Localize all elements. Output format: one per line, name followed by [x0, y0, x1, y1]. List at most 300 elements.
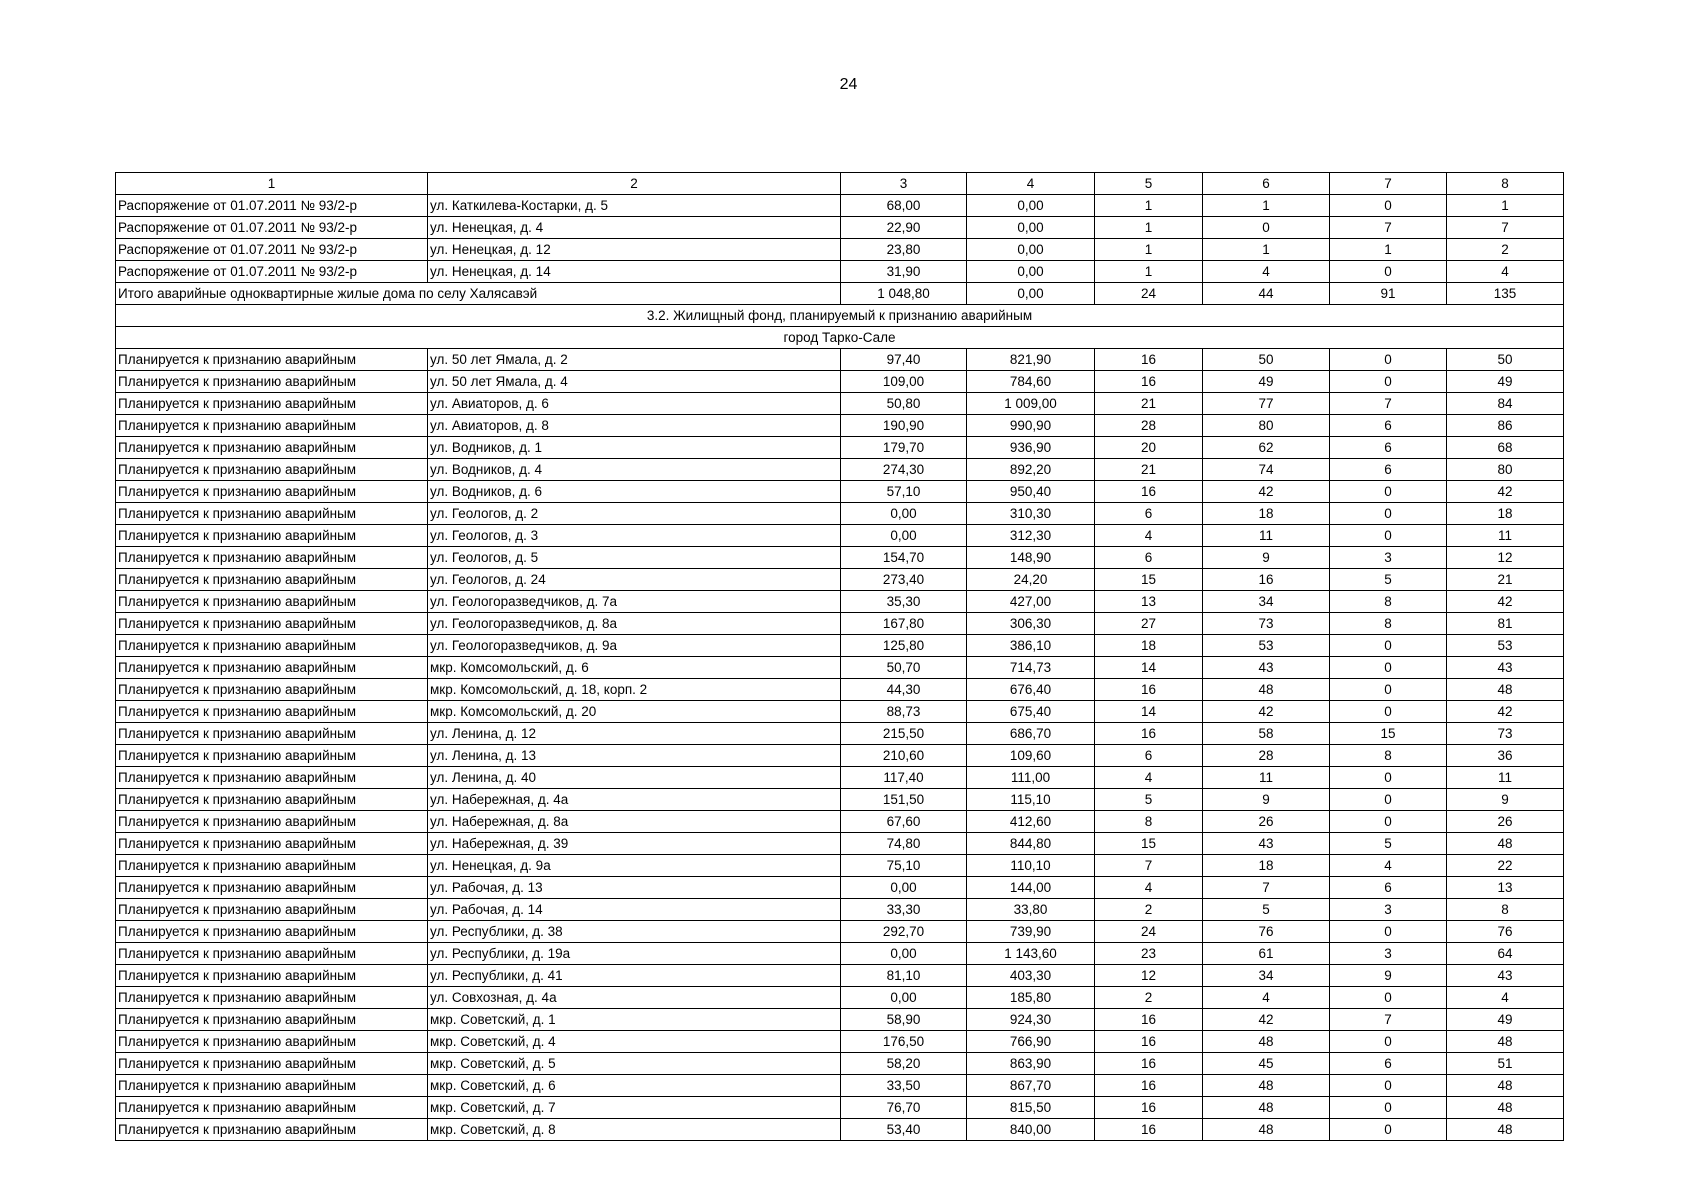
- value-col8-cell: 48: [1447, 1075, 1564, 1097]
- value-col7-cell: 0: [1330, 921, 1447, 943]
- address-cell: ул. Совхозная, д. 4а: [428, 987, 841, 1009]
- value-col5-cell: 16: [1095, 371, 1203, 393]
- value-col7-cell: 0: [1330, 1075, 1447, 1097]
- value-col8-cell: 48: [1447, 1097, 1564, 1119]
- value-col3-cell: 44,30: [841, 679, 967, 701]
- value-col3-cell: 57,10: [841, 481, 967, 503]
- address-cell: ул. Ленина, д. 12: [428, 723, 841, 745]
- table-row: [116, 921, 1564, 943]
- table-row: [116, 1031, 1564, 1053]
- value-col4-cell: 306,30: [967, 613, 1095, 635]
- address-cell: ул. Рабочая, д. 13: [428, 877, 841, 899]
- value-col5-cell: 14: [1095, 657, 1203, 679]
- value-col3-cell: 75,10: [841, 855, 967, 877]
- basis-cell: Планируется к признанию аварийным: [116, 811, 428, 833]
- value-col8-cell: 68: [1447, 437, 1564, 459]
- value-col6-cell: 9: [1203, 789, 1330, 811]
- basis-cell: Планируется к признанию аварийным: [116, 701, 428, 723]
- value-col3-cell: 154,70: [841, 547, 967, 569]
- basis-cell: Планируется к признанию аварийным: [116, 393, 428, 415]
- address-cell: ул. Набережная, д. 39: [428, 833, 841, 855]
- table-row: [116, 217, 1564, 239]
- basis-cell: Планируется к признанию аварийным: [116, 1009, 428, 1031]
- value-col7-cell: 6: [1330, 877, 1447, 899]
- table-body: [116, 195, 1564, 1141]
- value-col6-cell: 18: [1203, 855, 1330, 877]
- address-cell: ул. Геологов, д. 2: [428, 503, 841, 525]
- table-row: [116, 657, 1564, 679]
- value-col4-cell: 115,10: [967, 789, 1095, 811]
- basis-cell: Планируется к признанию аварийным: [116, 371, 428, 393]
- table-row: [116, 987, 1564, 1009]
- value-col5-cell: 1: [1095, 195, 1203, 217]
- table-row: [116, 437, 1564, 459]
- basis-cell: Распоряжение от 01.07.2011 № 93/2-р: [116, 261, 428, 283]
- value-col4-cell: 892,20: [967, 459, 1095, 481]
- value-col4-cell: 844,80: [967, 833, 1095, 855]
- table-row: [116, 525, 1564, 547]
- address-cell: ул. Геологов, д. 24: [428, 569, 841, 591]
- value-col7-cell: 0: [1330, 635, 1447, 657]
- basis-cell: Распоряжение от 01.07.2011 № 93/2-р: [116, 195, 428, 217]
- value-col7-cell: 3: [1330, 943, 1447, 965]
- value-col8-cell: 18: [1447, 503, 1564, 525]
- total-value: 24: [1095, 283, 1203, 305]
- value-col5-cell: 16: [1095, 1119, 1203, 1141]
- value-col6-cell: 9: [1203, 547, 1330, 569]
- value-col8-cell: 50: [1447, 349, 1564, 371]
- value-col8-cell: 13: [1447, 877, 1564, 899]
- basis-cell: Планируется к признанию аварийным: [116, 503, 428, 525]
- value-col4-cell: 0,00: [967, 217, 1095, 239]
- basis-cell: Планируется к признанию аварийным: [116, 437, 428, 459]
- value-col8-cell: 42: [1447, 481, 1564, 503]
- value-col7-cell: 8: [1330, 745, 1447, 767]
- basis-cell: Планируется к признанию аварийным: [116, 1119, 428, 1141]
- value-col4-cell: 412,60: [967, 811, 1095, 833]
- value-col6-cell: 43: [1203, 657, 1330, 679]
- value-col8-cell: 73: [1447, 723, 1564, 745]
- value-col5-cell: 6: [1095, 745, 1203, 767]
- table-row: [116, 613, 1564, 635]
- basis-cell: Планируется к признанию аварийным: [116, 525, 428, 547]
- value-col3-cell: 190,90: [841, 415, 967, 437]
- value-col4-cell: 936,90: [967, 437, 1095, 459]
- column-header: 2: [428, 173, 841, 195]
- value-col8-cell: 43: [1447, 657, 1564, 679]
- value-col5-cell: 27: [1095, 613, 1203, 635]
- value-col8-cell: 7: [1447, 217, 1564, 239]
- value-col8-cell: 22: [1447, 855, 1564, 877]
- address-cell: ул. Рабочая, д. 14: [428, 899, 841, 921]
- table-row: [116, 1075, 1564, 1097]
- value-col3-cell: 31,90: [841, 261, 967, 283]
- table-row: [116, 371, 1564, 393]
- value-col4-cell: 815,50: [967, 1097, 1095, 1119]
- value-col3-cell: 22,90: [841, 217, 967, 239]
- value-col4-cell: 24,20: [967, 569, 1095, 591]
- basis-cell: Планируется к признанию аварийным: [116, 745, 428, 767]
- value-col3-cell: 53,40: [841, 1119, 967, 1141]
- table-row: [116, 547, 1564, 569]
- address-cell: ул. 50 лет Ямала, д. 4: [428, 371, 841, 393]
- basis-cell: Планируется к признанию аварийным: [116, 921, 428, 943]
- value-col3-cell: 117,40: [841, 767, 967, 789]
- address-cell: мкр. Комсомольский, д. 6: [428, 657, 841, 679]
- address-cell: ул. Каткилева-Костарки, д. 5: [428, 195, 841, 217]
- table-row: [116, 635, 1564, 657]
- value-col7-cell: 0: [1330, 349, 1447, 371]
- basis-cell: Планируется к признанию аварийным: [116, 1097, 428, 1119]
- value-col8-cell: 11: [1447, 525, 1564, 547]
- basis-cell: Планируется к признанию аварийным: [116, 481, 428, 503]
- value-col4-cell: 33,80: [967, 899, 1095, 921]
- value-col7-cell: 0: [1330, 767, 1447, 789]
- value-col7-cell: 6: [1330, 437, 1447, 459]
- address-cell: ул. Республики, д. 38: [428, 921, 841, 943]
- value-col8-cell: 42: [1447, 591, 1564, 613]
- value-col6-cell: 48: [1203, 1097, 1330, 1119]
- value-col6-cell: 43: [1203, 833, 1330, 855]
- address-cell: ул. Водников, д. 6: [428, 481, 841, 503]
- address-cell: ул. Набережная, д. 4а: [428, 789, 841, 811]
- total-value: 91: [1330, 283, 1447, 305]
- address-cell: ул. Геологоразведчиков, д. 8а: [428, 613, 841, 635]
- value-col5-cell: 21: [1095, 459, 1203, 481]
- value-col4-cell: 950,40: [967, 481, 1095, 503]
- address-cell: ул. Ненецкая, д. 14: [428, 261, 841, 283]
- value-col6-cell: 61: [1203, 943, 1330, 965]
- value-col7-cell: 7: [1330, 217, 1447, 239]
- value-col3-cell: 210,60: [841, 745, 967, 767]
- value-col4-cell: 0,00: [967, 195, 1095, 217]
- table-row: [116, 503, 1564, 525]
- table-row: [116, 855, 1564, 877]
- value-col6-cell: 16: [1203, 569, 1330, 591]
- value-col4-cell: 1 009,00: [967, 393, 1095, 415]
- value-col7-cell: 0: [1330, 1097, 1447, 1119]
- table-row: [116, 393, 1564, 415]
- basis-cell: Распоряжение от 01.07.2011 № 93/2-р: [116, 217, 428, 239]
- basis-cell: Планируется к признанию аварийным: [116, 899, 428, 921]
- value-col6-cell: 48: [1203, 1075, 1330, 1097]
- value-col8-cell: 26: [1447, 811, 1564, 833]
- value-col4-cell: 714,73: [967, 657, 1095, 679]
- value-col7-cell: 0: [1330, 987, 1447, 1009]
- section-heading-row: [116, 327, 1564, 349]
- value-col4-cell: 675,40: [967, 701, 1095, 723]
- value-col8-cell: 48: [1447, 1031, 1564, 1053]
- value-col5-cell: 6: [1095, 503, 1203, 525]
- table-row: [116, 899, 1564, 921]
- value-col6-cell: 74: [1203, 459, 1330, 481]
- basis-cell: Распоряжение от 01.07.2011 № 93/2-р: [116, 239, 428, 261]
- value-col3-cell: 179,70: [841, 437, 967, 459]
- value-col3-cell: 81,10: [841, 965, 967, 987]
- table-row: [116, 195, 1564, 217]
- column-header: 6: [1203, 173, 1330, 195]
- table-row: [116, 943, 1564, 965]
- value-col4-cell: 990,90: [967, 415, 1095, 437]
- value-col7-cell: 0: [1330, 789, 1447, 811]
- value-col4-cell: 427,00: [967, 591, 1095, 613]
- address-cell: мкр. Советский, д. 7: [428, 1097, 841, 1119]
- value-col7-cell: 0: [1330, 1031, 1447, 1053]
- value-col5-cell: 20: [1095, 437, 1203, 459]
- value-col4-cell: 924,30: [967, 1009, 1095, 1031]
- value-col3-cell: 292,70: [841, 921, 967, 943]
- address-cell: ул. Геологоразведчиков, д. 9а: [428, 635, 841, 657]
- value-col8-cell: 48: [1447, 833, 1564, 855]
- value-col7-cell: 4: [1330, 855, 1447, 877]
- value-col6-cell: 4: [1203, 261, 1330, 283]
- value-col7-cell: 6: [1330, 1053, 1447, 1075]
- basis-cell: Планируется к признанию аварийным: [116, 965, 428, 987]
- value-col6-cell: 42: [1203, 1009, 1330, 1031]
- table-row: [116, 965, 1564, 987]
- value-col8-cell: 36: [1447, 745, 1564, 767]
- value-col3-cell: 50,70: [841, 657, 967, 679]
- value-col6-cell: 4: [1203, 987, 1330, 1009]
- value-col3-cell: 151,50: [841, 789, 967, 811]
- value-col3-cell: 58,90: [841, 1009, 967, 1031]
- value-col5-cell: 15: [1095, 569, 1203, 591]
- section-heading-row: [116, 305, 1564, 327]
- value-col5-cell: 16: [1095, 481, 1203, 503]
- value-col3-cell: 88,73: [841, 701, 967, 723]
- value-col6-cell: 11: [1203, 767, 1330, 789]
- value-col7-cell: 8: [1330, 613, 1447, 635]
- value-col3-cell: 215,50: [841, 723, 967, 745]
- table-row: [116, 459, 1564, 481]
- address-cell: ул. Ненецкая, д. 4: [428, 217, 841, 239]
- value-col6-cell: 48: [1203, 1031, 1330, 1053]
- value-col6-cell: 7: [1203, 877, 1330, 899]
- table-row: [116, 415, 1564, 437]
- address-cell: ул. Геологов, д. 3: [428, 525, 841, 547]
- value-col5-cell: 23: [1095, 943, 1203, 965]
- value-col7-cell: 3: [1330, 899, 1447, 921]
- value-col8-cell: 9: [1447, 789, 1564, 811]
- value-col3-cell: 50,80: [841, 393, 967, 415]
- basis-cell: Планируется к признанию аварийным: [116, 833, 428, 855]
- total-value: 0,00: [967, 283, 1095, 305]
- value-col6-cell: 34: [1203, 591, 1330, 613]
- basis-cell: Планируется к признанию аварийным: [116, 613, 428, 635]
- value-col8-cell: 8: [1447, 899, 1564, 921]
- basis-cell: Планируется к признанию аварийным: [116, 987, 428, 1009]
- table-row: [116, 833, 1564, 855]
- value-col3-cell: 33,50: [841, 1075, 967, 1097]
- value-col7-cell: 5: [1330, 833, 1447, 855]
- value-col5-cell: 4: [1095, 767, 1203, 789]
- value-col6-cell: 5: [1203, 899, 1330, 921]
- address-cell: ул. Водников, д. 4: [428, 459, 841, 481]
- table-row: [116, 1119, 1564, 1141]
- value-col5-cell: 12: [1095, 965, 1203, 987]
- value-col6-cell: 53: [1203, 635, 1330, 657]
- basis-cell: Планируется к признанию аварийным: [116, 569, 428, 591]
- value-col8-cell: 64: [1447, 943, 1564, 965]
- value-col4-cell: 185,80: [967, 987, 1095, 1009]
- value-col5-cell: 5: [1095, 789, 1203, 811]
- address-cell: ул. Авиаторов, д. 8: [428, 415, 841, 437]
- table-row: [116, 701, 1564, 723]
- value-col8-cell: 2: [1447, 239, 1564, 261]
- page-number: 24: [839, 76, 858, 93]
- basis-cell: Планируется к признанию аварийным: [116, 789, 428, 811]
- value-col6-cell: 11: [1203, 525, 1330, 547]
- value-col5-cell: 4: [1095, 525, 1203, 547]
- section-heading: 3.2. Жилищный фонд, планируемый к признанию аварийным: [116, 305, 1564, 327]
- value-col8-cell: 86: [1447, 415, 1564, 437]
- value-col7-cell: 0: [1330, 679, 1447, 701]
- value-col7-cell: 0: [1330, 811, 1447, 833]
- address-cell: ул. Ненецкая, д. 12: [428, 239, 841, 261]
- value-col7-cell: 0: [1330, 481, 1447, 503]
- table-row: [116, 679, 1564, 701]
- value-col5-cell: 16: [1095, 1031, 1203, 1053]
- value-col6-cell: 0: [1203, 217, 1330, 239]
- basis-cell: Планируется к признанию аварийным: [116, 1075, 428, 1097]
- value-col7-cell: 15: [1330, 723, 1447, 745]
- column-header: 8: [1447, 173, 1564, 195]
- address-cell: ул. Авиаторов, д. 6: [428, 393, 841, 415]
- table-row: [116, 811, 1564, 833]
- value-col5-cell: 4: [1095, 877, 1203, 899]
- value-col7-cell: 0: [1330, 503, 1447, 525]
- value-col4-cell: 739,90: [967, 921, 1095, 943]
- value-col4-cell: 386,10: [967, 635, 1095, 657]
- value-col6-cell: 26: [1203, 811, 1330, 833]
- value-col5-cell: 16: [1095, 349, 1203, 371]
- value-col8-cell: 48: [1447, 679, 1564, 701]
- table-row: [116, 745, 1564, 767]
- value-col7-cell: 0: [1330, 1119, 1447, 1141]
- value-col7-cell: 9: [1330, 965, 1447, 987]
- value-col7-cell: 8: [1330, 591, 1447, 613]
- table-row: [116, 723, 1564, 745]
- value-col7-cell: 7: [1330, 393, 1447, 415]
- table-row: [116, 1009, 1564, 1031]
- value-col5-cell: 2: [1095, 987, 1203, 1009]
- basis-cell: Планируется к признанию аварийным: [116, 591, 428, 613]
- total-label: Итого аварийные одноквартирные жилые дома по селу Халясавэй: [116, 283, 841, 305]
- value-col3-cell: 23,80: [841, 239, 967, 261]
- value-col7-cell: 6: [1330, 415, 1447, 437]
- value-col7-cell: 6: [1330, 459, 1447, 481]
- value-col5-cell: 16: [1095, 1075, 1203, 1097]
- column-header: 1: [116, 173, 428, 195]
- value-col6-cell: 48: [1203, 1119, 1330, 1141]
- value-col6-cell: 80: [1203, 415, 1330, 437]
- value-col8-cell: 49: [1447, 371, 1564, 393]
- value-col6-cell: 1: [1203, 239, 1330, 261]
- value-col6-cell: 28: [1203, 745, 1330, 767]
- basis-cell: Планируется к признанию аварийным: [116, 547, 428, 569]
- value-col7-cell: 1: [1330, 239, 1447, 261]
- value-col3-cell: 76,70: [841, 1097, 967, 1119]
- value-col8-cell: 49: [1447, 1009, 1564, 1031]
- value-col3-cell: 274,30: [841, 459, 967, 481]
- value-col5-cell: 2: [1095, 899, 1203, 921]
- total-value: 135: [1447, 283, 1564, 305]
- basis-cell: Планируется к признанию аварийным: [116, 877, 428, 899]
- value-col7-cell: 0: [1330, 195, 1447, 217]
- value-col7-cell: 5: [1330, 569, 1447, 591]
- value-col3-cell: 58,20: [841, 1053, 967, 1075]
- value-col5-cell: 15: [1095, 833, 1203, 855]
- basis-cell: Планируется к признанию аварийным: [116, 679, 428, 701]
- value-col8-cell: 48: [1447, 1119, 1564, 1141]
- address-cell: ул. 50 лет Ямала, д. 2: [428, 349, 841, 371]
- basis-cell: Планируется к признанию аварийным: [116, 723, 428, 745]
- value-col4-cell: 310,30: [967, 503, 1095, 525]
- value-col6-cell: 48: [1203, 679, 1330, 701]
- table-row: [116, 1053, 1564, 1075]
- address-cell: мкр. Советский, д. 8: [428, 1119, 841, 1141]
- address-cell: мкр. Советский, д. 5: [428, 1053, 841, 1075]
- value-col4-cell: 867,70: [967, 1075, 1095, 1097]
- value-col5-cell: 1: [1095, 239, 1203, 261]
- total-value: 1 048,80: [841, 283, 967, 305]
- value-col6-cell: 62: [1203, 437, 1330, 459]
- value-col4-cell: 109,60: [967, 745, 1095, 767]
- value-col5-cell: 16: [1095, 723, 1203, 745]
- basis-cell: Планируется к признанию аварийным: [116, 943, 428, 965]
- address-cell: ул. Водников, д. 1: [428, 437, 841, 459]
- value-col6-cell: 50: [1203, 349, 1330, 371]
- value-col3-cell: 0,00: [841, 503, 967, 525]
- basis-cell: Планируется к признанию аварийным: [116, 855, 428, 877]
- value-col3-cell: 68,00: [841, 195, 967, 217]
- value-col8-cell: 11: [1447, 767, 1564, 789]
- value-col3-cell: 35,30: [841, 591, 967, 613]
- value-col5-cell: 6: [1095, 547, 1203, 569]
- basis-cell: Планируется к признанию аварийным: [116, 1031, 428, 1053]
- table-row: [116, 349, 1564, 371]
- address-cell: ул. Набережная, д. 8а: [428, 811, 841, 833]
- value-col6-cell: 1: [1203, 195, 1330, 217]
- value-col5-cell: 16: [1095, 679, 1203, 701]
- address-cell: ул. Республики, д. 19а: [428, 943, 841, 965]
- value-col8-cell: 51: [1447, 1053, 1564, 1075]
- column-number-row: [116, 173, 1564, 195]
- value-col7-cell: 0: [1330, 701, 1447, 723]
- table-row: [116, 789, 1564, 811]
- value-col5-cell: 1: [1095, 217, 1203, 239]
- basis-cell: Планируется к признанию аварийным: [116, 415, 428, 437]
- value-col3-cell: 67,60: [841, 811, 967, 833]
- value-col6-cell: 42: [1203, 481, 1330, 503]
- value-col4-cell: 110,10: [967, 855, 1095, 877]
- column-header: 4: [967, 173, 1095, 195]
- value-col8-cell: 80: [1447, 459, 1564, 481]
- basis-cell: Планируется к признанию аварийным: [116, 349, 428, 371]
- total-row: [116, 283, 1564, 305]
- value-col8-cell: 4: [1447, 261, 1564, 283]
- address-cell: ул. Ленина, д. 40: [428, 767, 841, 789]
- value-col3-cell: 33,30: [841, 899, 967, 921]
- value-col5-cell: 8: [1095, 811, 1203, 833]
- value-col5-cell: 13: [1095, 591, 1203, 613]
- basis-cell: Планируется к признанию аварийным: [116, 459, 428, 481]
- value-col8-cell: 1: [1447, 195, 1564, 217]
- value-col4-cell: 840,00: [967, 1119, 1095, 1141]
- value-col4-cell: 686,70: [967, 723, 1095, 745]
- value-col7-cell: 0: [1330, 525, 1447, 547]
- value-col4-cell: 403,30: [967, 965, 1095, 987]
